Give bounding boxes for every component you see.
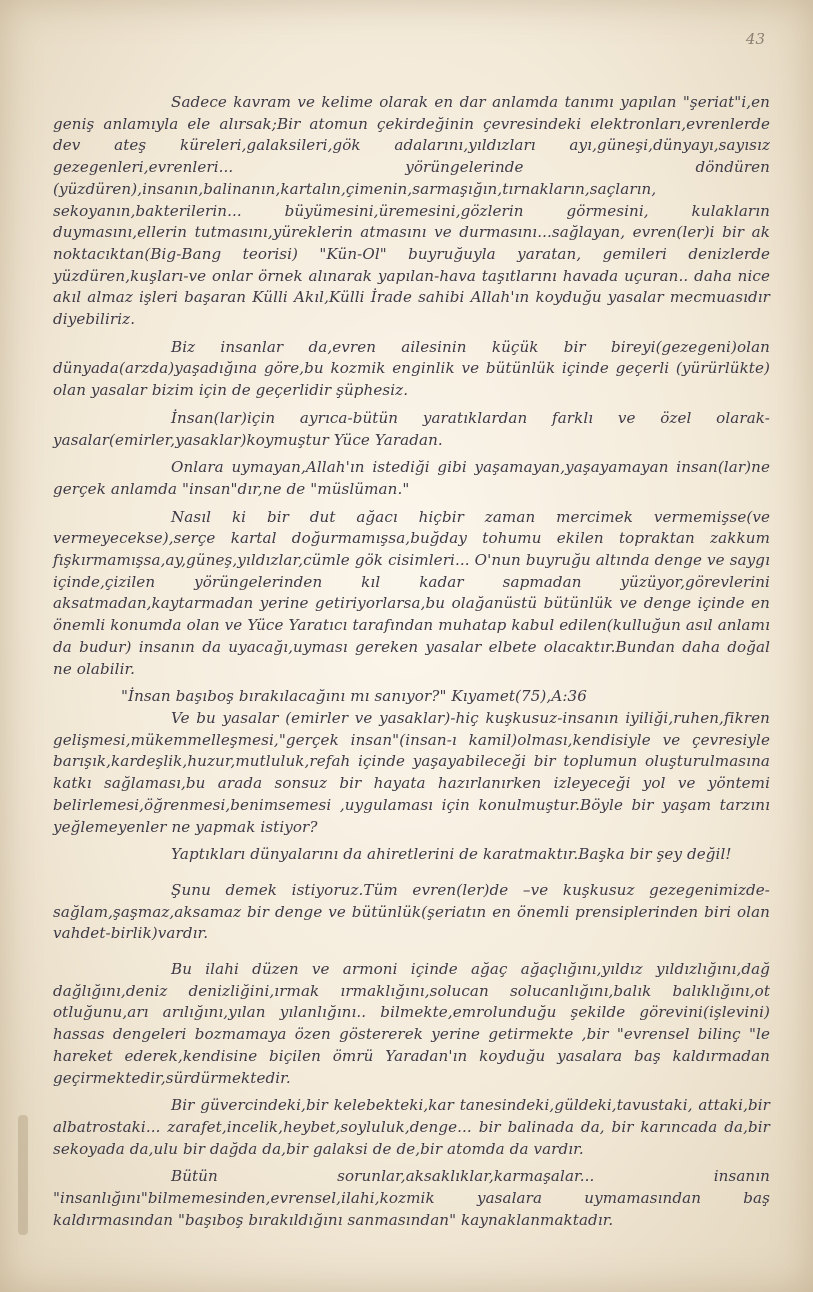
page-number: 43 bbox=[745, 30, 765, 48]
paragraph: Şunu demek istiyoruz.Tüm evren(ler)de –ve kuşkusuz gezegenimizde-sağlam,şaşmaz,aksamaz bir denge ve bütünlük(şeriatın en önemli prensiplerinden biri olan vahdet-birlik)vardır. bbox=[53, 880, 770, 943]
paragraph: Bir güvercindeki,bir kelebekteki,kar tanesindeki,güldeki,tavustaki, attaki,bir albatrostaki... zarafet,incelik,heybet,soyluluk,denge... bir balinada da, bir karıncada da,bir sekoyada da,ulu bir dağda da,bir galaksi de de,bir atomda da vardır. bbox=[53, 1096, 770, 1158]
paragraph: Ve bu yasalar (emirler ve yasaklar)-hiç kuşkusuz-insanın iyiliği,ruhen,fikren gelişmesi,mükemmelleşmesi,"gerçek insan"(insan-ı kamil)olması,kendisiyle ve çevresiyle barışık,kardeşlik,huzur,mutluluk,refah içinde yaşayabileceği bir toplumun oluşturulmasına katkı sağlaması,bu arada sonsuz bir hayata hazırlanırken izleyeceği yol ve yöntemi belirlemesi,öğrenmesi,benimsemesi ,uygulaması için konulmuştur.Böyle bir yaşam tarzını yeğlemeyenler ne yapmak istiyor? bbox=[53, 708, 770, 836]
margin-annotation bbox=[18, 1115, 28, 1235]
paragraph: İnsan(lar)için ayrıca-bütün yaratıklardan farklı ve özel olarak-yasalar(emirler,yasaklar)koymuştur Yüce Yaradan. bbox=[53, 408, 770, 449]
paragraph: Yaptıkları dünyalarını da ahiretlerini de karatmaktır.Başka bir şey değil! bbox=[171, 845, 732, 864]
paragraph: Onlara uymayan,Allah'ın istediği gibi yaşamayan,yaşayamayan insan(lar)ne gerçek anlamda "insan"dır,ne de "müslüman." bbox=[53, 458, 770, 498]
paragraph: Biz insanlar da,evren ailesinin küçük bir bireyi(gezegeni)olan dünyada(arzda)yaşadığına göre,bu kozmik enginlik ve bütünlük içinde geçerli (yürürlükte) olan yasalar bizim için de geçerlidir şüphesiz. bbox=[53, 337, 770, 400]
paragraph: Bu ilahi düzen ve armoni içinde ağaç ağaçlığını,yıldız yıldızlığını,dağ dağlığını,deniz denizliğini,ırmak ırmaklığını,solucan solucanlığını,balık balıklığını,ot otluğunu,arı arılığını,yılan yılanlığını.. bilmekte,emrolunduğu şekilde görevini(işlevini) hassas dengeleri bozmamaya özen göstererek yerine getirmekte ,bir "evrensel bilinç "le hareket ederek,kendisine biçilen ömrü Yaradan'ın koyduğu yasalara baş kaldırmadan geçirmektedir,sürdürmektedir. bbox=[53, 960, 770, 1087]
paragraph: Sadece kavram ve kelime olarak en dar anlamda tanımı yapılan "şeriat"i,en geniş anlamıyla ele alırsak;Bir atomun çekirdeğinin çevresindeki elektronları,evrenlerde dev ateş küreleri,galaksileri,gök adalarını,yıldızları ayı,güneşi,dünyayı,sayısız gezegenleri,evrenleri... yörüngelerinde döndüren (yüzdüren),insanın,balinanın,kartalın,çimenin,sarmaşığın,tırnakların,saçların, sekoyanın,bakterilerin... büyümesini,üremesini,gözlerin görmesini, kulakların duymasını,ellerin tutmasını,yüreklerin atmasını ve durmasını...sağlayan, evren(ler)i bir ak noktacıktan(Big-Bang teorisi) "Kün-Ol" buyruğuyla yaratan, gemileri denizlerde yüzdüren,kuşları-ve onlar örnek alınarak yapılan-hava taşıtlarını havada uçuran.. daha nice akıl almaz işleri başaran Külli Akıl,Külli İrade sahibi Allah'ın koyduğu yasalar mecmuasıdır diyebiliriz. bbox=[53, 93, 770, 329]
quote: "İnsan başıboş bırakılacağını mı sanıyor?" Kıyamet(75),A:36 bbox=[121, 687, 587, 706]
paragraph: Bütün sorunlar,aksaklıklar,karmaşalar... insanın "insanlığını"bilmemesinden,evrensel,ilahi,kozmik yasalara uymamasından baş kaldırmasından "başıboş bırakıldığını sanmasından" kaynaklanmaktadır. bbox=[53, 1167, 770, 1229]
paragraph: Nasıl ki bir dut ağacı hiçbir zaman mercimek vermemişse(ve vermeyecekse),serçe kartal doğurmamışsa,buğday tohumu ekilen topraktan zakkum fışkırmamışsa,ay,güneş,yıldızlar,cümle gök cisimleri... O'nun buyruğu altında denge ve saygı içinde,çizilen yörüngelerinden kıl kadar sapmadan yüzüyor,görevlerini aksatmadan,kaytarmadan yerine getiriyorlarsa,bu olağanüstü bütünlük ve denge içinde en önemli konumda olan ve Yüce Yaratıcı tarafından muhatap kabul edilen(kulluğun asıl anlamı da budur) insanın da uyacağı,uyması gereken yasalar elbete olacaktır.Bundan daha doğal ne olabilir. bbox=[53, 507, 770, 678]
page-body bbox=[53, 92, 770, 1237]
